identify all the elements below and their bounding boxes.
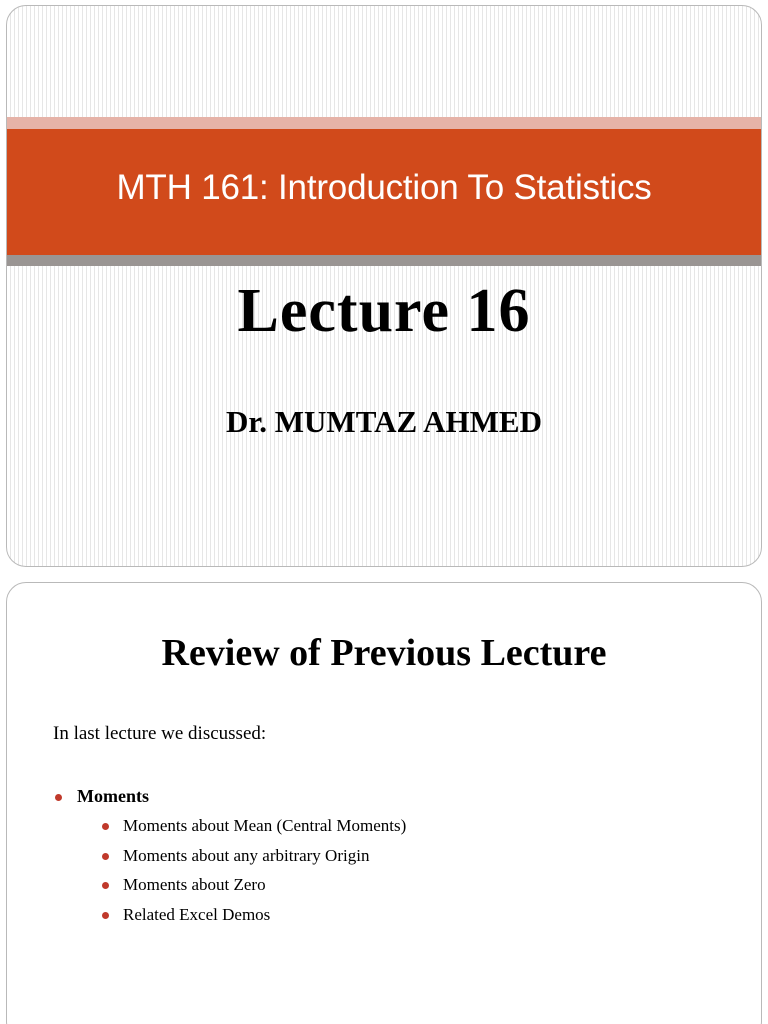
list-item-moments [53, 786, 406, 933]
bullet-icon [102, 823, 109, 830]
subtopic-label: Related Excel Demos [123, 904, 271, 924]
list-item [99, 874, 406, 904]
topic-list [53, 786, 406, 933]
subtopic-list [77, 815, 406, 933]
subtopic-label: Moments about Mean (Central Moments) [123, 816, 407, 835]
list-item [99, 845, 406, 875]
title-band [7, 129, 761, 255]
review-slide [6, 582, 762, 1024]
bullet-icon [102, 853, 109, 860]
list-item [99, 904, 406, 934]
topic-label: Moments [77, 786, 149, 806]
bullet-icon [55, 794, 62, 801]
slide-title: Review of Previous Lecture [161, 632, 607, 674]
lecture-title: Lecture 16 [237, 277, 531, 345]
list-item [99, 815, 406, 845]
grey-rule [7, 255, 761, 266]
bullet-icon [102, 882, 109, 889]
title-slide [6, 5, 762, 567]
author-name: Dr. MUMTAZ AHMED [225, 404, 542, 439]
subtopic-label: Moments about any arbitrary Origin [123, 845, 370, 865]
intro-text: In last lecture we discussed: [53, 723, 267, 744]
subtopic-label: Moments about Zero [123, 875, 266, 894]
bullet-icon [102, 912, 109, 919]
course-title: MTH 161: Introduction To Statistics [116, 168, 652, 207]
accent-stripe [7, 117, 761, 129]
